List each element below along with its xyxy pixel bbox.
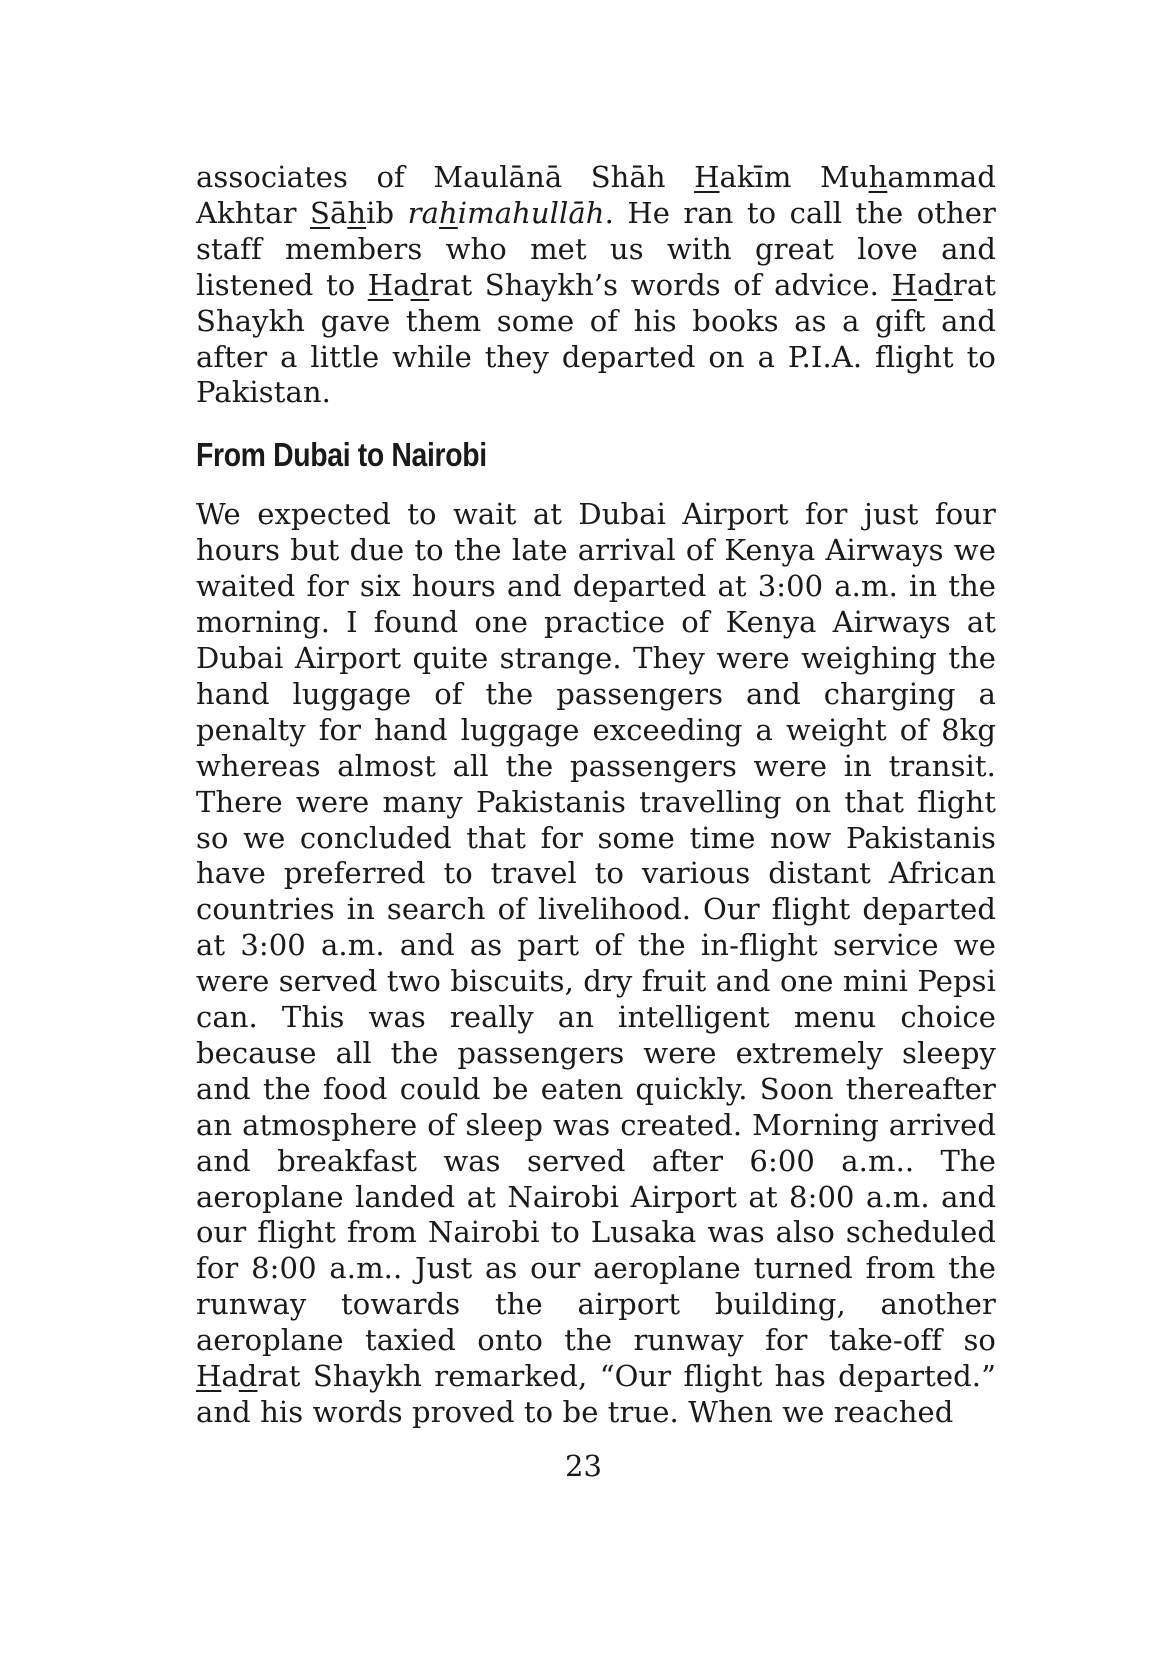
transliteration-mark: S <box>310 195 330 230</box>
transliteration-mark: H <box>367 267 394 302</box>
transliteration-mark: H <box>694 160 720 194</box>
transliteration-mark: d <box>410 267 430 302</box>
continuation-paragraph: associates of Maulānā Shāh Hakīm Muhammad Akhtar Sāhib rahimahullāh. He ran to call the other staff members who met us with great love and listened to Hadrat Shaykh’s words of advice. Hadrat Shaykh gave them some of his books as a gift and after a little while they departed on a P.I.A. flight to Pakistan. <box>196 160 997 410</box>
transliteration-mark: h <box>868 160 888 194</box>
transliteration-mark: h <box>438 195 458 230</box>
transliteration-mark: H <box>891 267 917 302</box>
section-heading: From Dubai to Nairobi <box>196 436 487 474</box>
italic-text: ra <box>407 195 439 230</box>
transliteration-mark: H <box>196 1359 222 1394</box>
italic-text: imahullāh <box>457 195 605 230</box>
transliteration-mark: d <box>934 267 953 302</box>
transliteration-mark: h <box>347 195 367 230</box>
body-paragraph: We expected to wait at Dubai Airport for just four hours but due to the late arrival of Kenya Airways we waited for six hours and departed at 3:00 a.m. in the morning. I found one practice of Kenya Airways at Dubai Airport quite strange. They were weighing the hand luggage of the passengers and charging a penalty for hand luggage exceeding a weight of 8kg whereas almost all the passengers were in transit. There were many Pakistanis travelling on that flight so we concluded that for some time now Pakistanis have preferred to travel to various distant African countries in search of livelihood. Our flight departed at 3:00 a.m. and as part of the in-flight service we were served two biscuits, dry fruit and one mini Pepsi can. This was really an intelligent menu choice because all the passengers were extremely sleepy and the food could be eaten quickly. Soon thereafter an atmosphere of sleep was created. Morning arrived and breakfast was served after 6:00 a.m.. The aeroplane landed at Nairobi Airport at 8:00 a.m. and our flight from Nairobi to Lusaka was also scheduled for 8:00 a.m.. Just as our aeroplane turned from the runway towards the airport building, another aeroplane taxied onto the runway for take-off so Hadrat Shaykh remarked, “Our flight has departed.” and his words proved to be true. When we reached <box>196 497 996 1429</box>
page-content <box>196 160 996 1431</box>
transliteration-mark: d <box>238 1359 258 1394</box>
page-number: 23 <box>565 1449 602 1483</box>
